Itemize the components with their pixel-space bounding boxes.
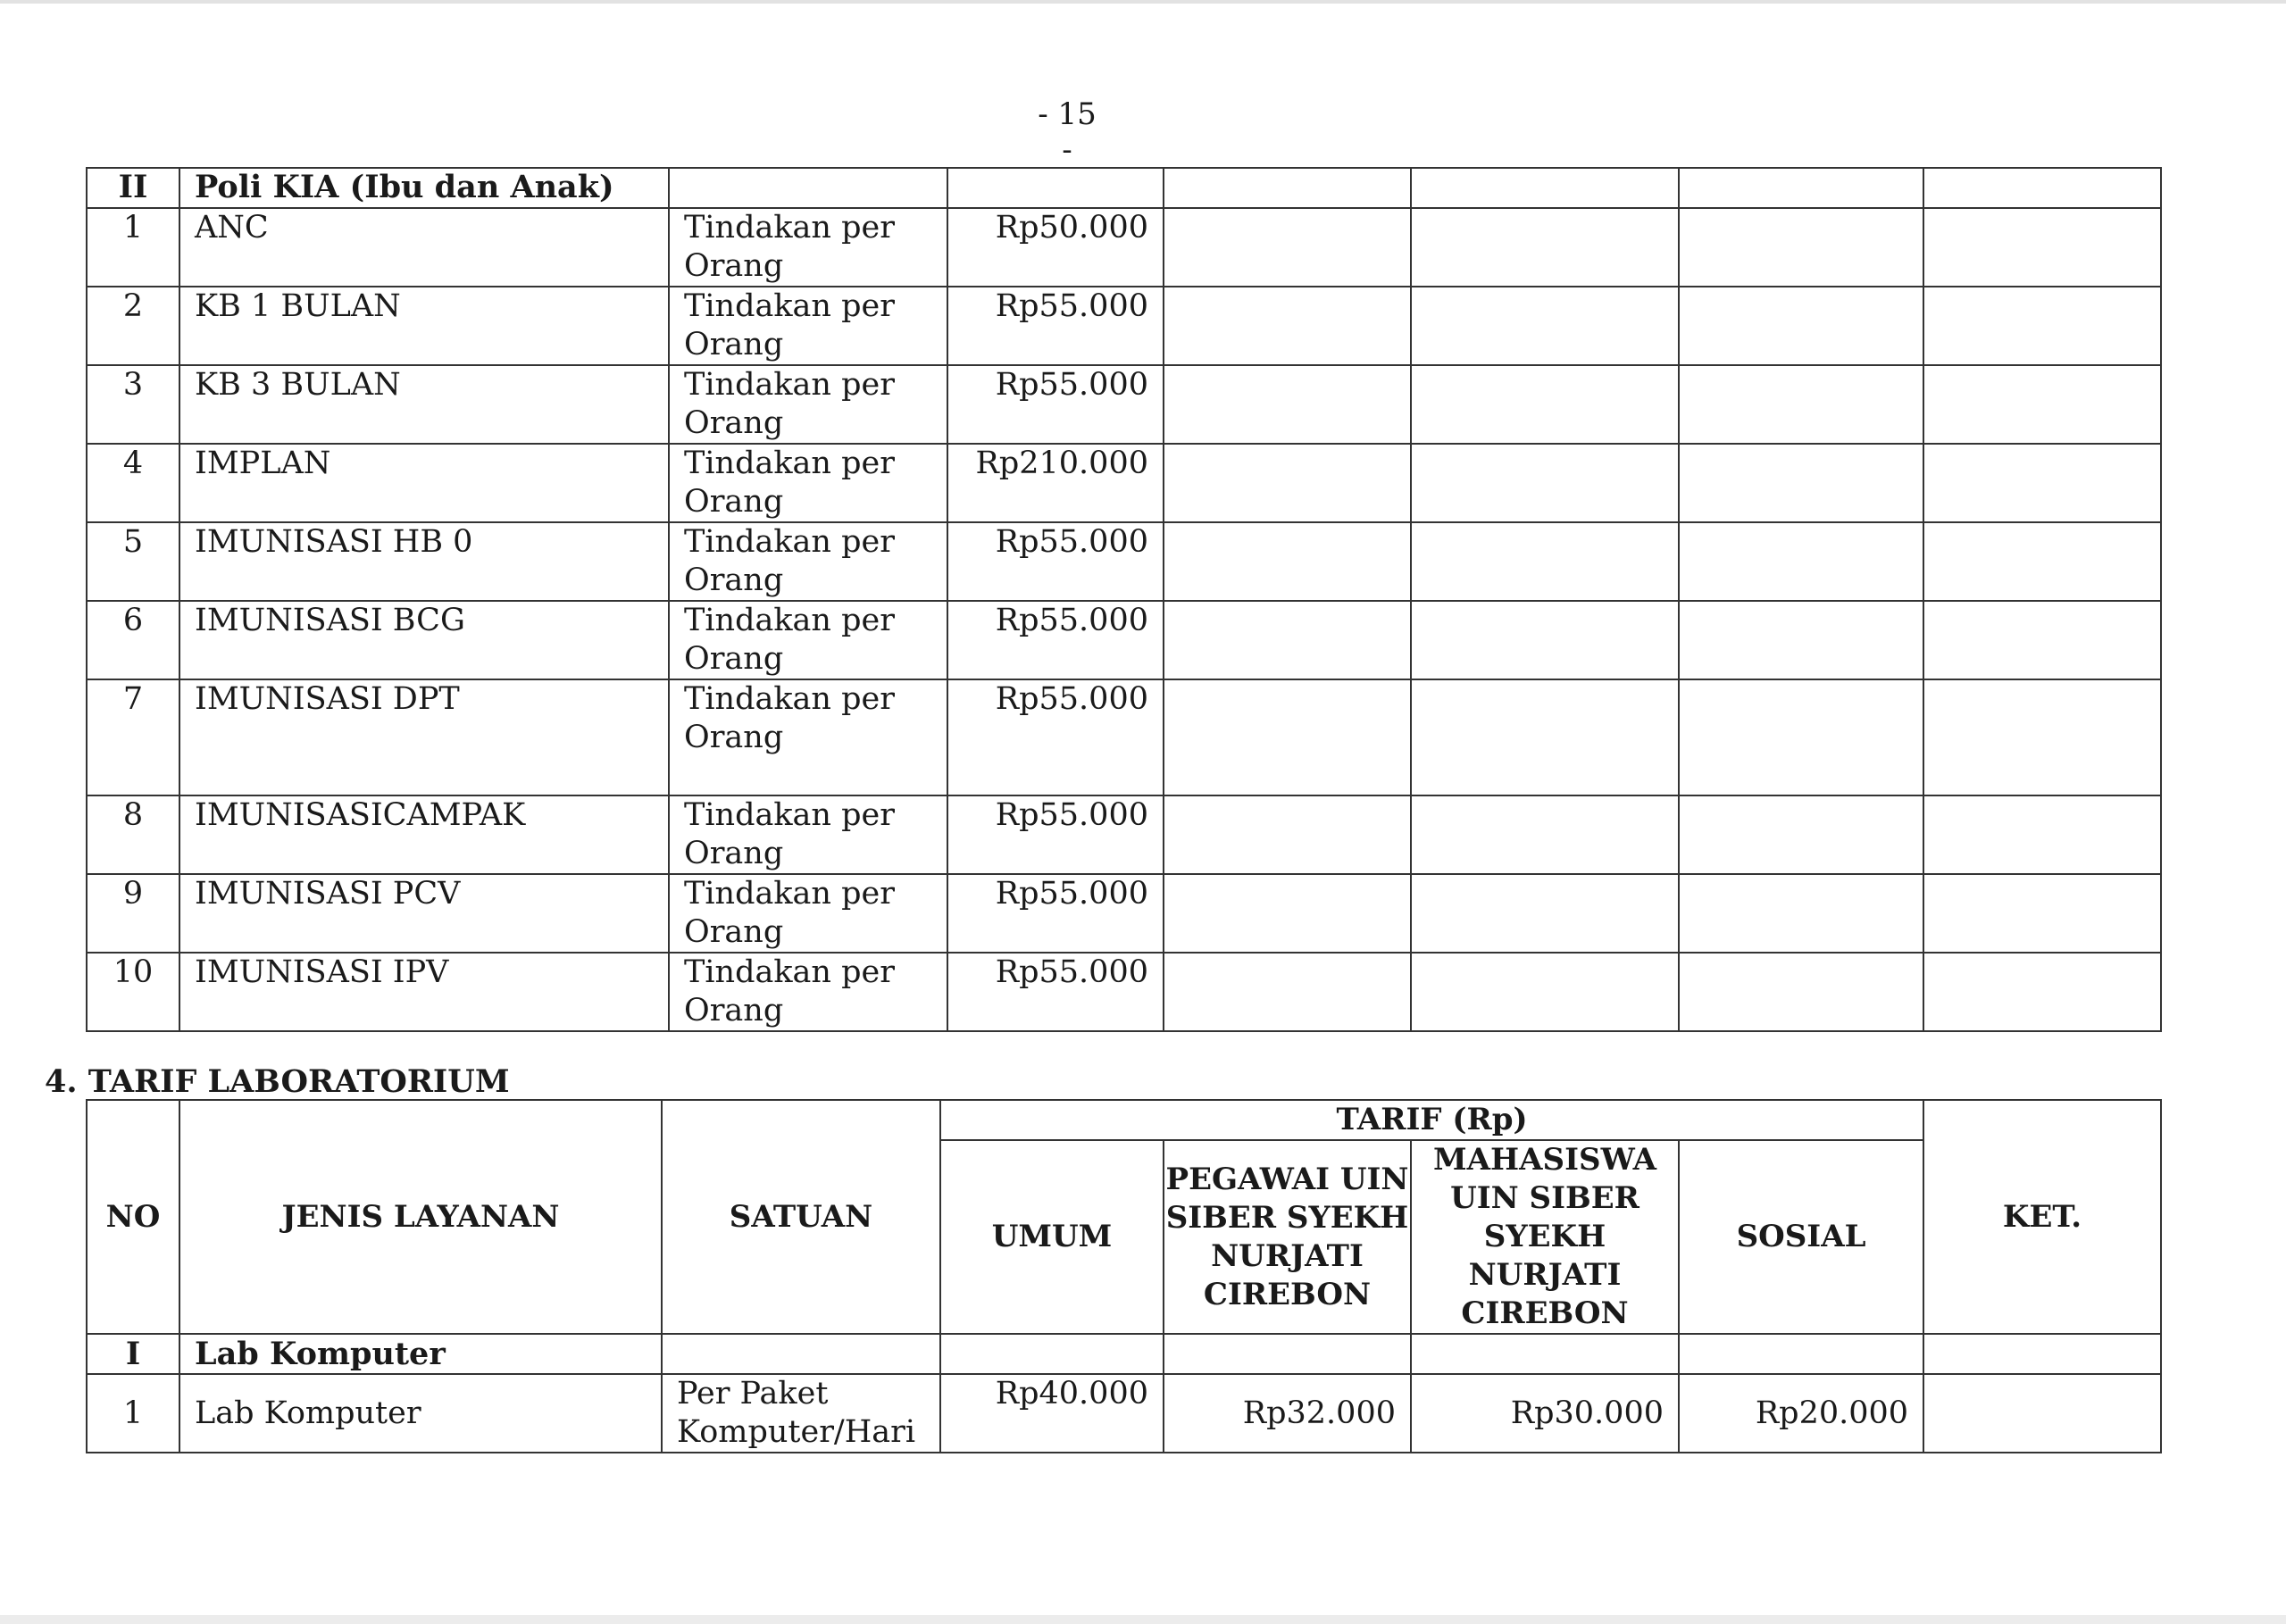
page-number: - 15 - <box>1038 96 1097 168</box>
row-number: 7 <box>87 679 179 795</box>
poli-kia-table <box>86 167 2162 1032</box>
table-row <box>87 522 2161 601</box>
row-number: 1 <box>87 1374 179 1453</box>
unit: Tindakan per Orang <box>669 679 947 795</box>
empty-cell <box>1411 679 1679 795</box>
page-top-edge <box>0 0 2286 4</box>
price-umum: Rp40.000 <box>940 1374 1164 1453</box>
unit: Tindakan per Orang <box>669 795 947 874</box>
table-row <box>87 874 2161 953</box>
price: Rp55.000 <box>947 522 1164 601</box>
empty-cell <box>1679 874 1923 953</box>
unit: Tindakan per Orang <box>669 874 947 953</box>
empty-cell <box>1411 795 1679 874</box>
empty-cell <box>1923 601 2161 679</box>
table-row <box>87 208 2161 287</box>
empty-cell <box>1923 208 2161 287</box>
service-name: IMUNISASI IPV <box>179 953 669 1031</box>
empty-cell <box>1679 287 1923 365</box>
unit: Tindakan per Orang <box>669 287 947 365</box>
row-number: 10 <box>87 953 179 1031</box>
empty-cell <box>1923 365 2161 444</box>
service-name: IMUNISASI HB 0 <box>179 522 669 601</box>
group-roman: I <box>87 1334 179 1374</box>
empty-cell <box>1164 874 1411 953</box>
price-sosial: Rp20.000 <box>1679 1374 1923 1453</box>
empty-cell <box>1923 953 2161 1031</box>
price: Rp55.000 <box>947 874 1164 953</box>
empty-cell <box>1164 365 1411 444</box>
empty-cell <box>1164 601 1411 679</box>
empty-cell <box>1164 522 1411 601</box>
empty-cell <box>1923 795 2161 874</box>
price: Rp55.000 <box>947 953 1164 1031</box>
keterangan <box>1923 1374 2161 1453</box>
empty-cell <box>1923 874 2161 953</box>
price-pegawai: Rp32.000 <box>1164 1374 1411 1453</box>
section-header-row <box>87 168 2161 208</box>
row-number: 8 <box>87 795 179 874</box>
empty-cell <box>1164 679 1411 795</box>
price: Rp55.000 <box>947 287 1164 365</box>
row-number: 2 <box>87 287 179 365</box>
service-name: IMUNISASICAMPAK <box>179 795 669 874</box>
unit: Tindakan per Orang <box>669 522 947 601</box>
empty-cell <box>1164 953 1411 1031</box>
table-row <box>87 1374 2161 1453</box>
group-title: Lab Komputer <box>179 1334 662 1374</box>
empty-cell <box>1923 522 2161 601</box>
unit: Tindakan per Orang <box>669 208 947 287</box>
price: Rp55.000 <box>947 679 1164 795</box>
empty-cell <box>1411 444 1679 522</box>
header-sosial: SOSIAL <box>1679 1140 1923 1334</box>
tarif-laboratorium-table <box>86 1099 2162 1453</box>
table-row <box>87 953 2161 1031</box>
header-umum: UMUM <box>940 1140 1164 1334</box>
section-roman: II <box>87 168 179 208</box>
empty-cell <box>1923 679 2161 795</box>
empty-cell <box>1923 444 2161 522</box>
row-number: 6 <box>87 601 179 679</box>
price: Rp55.000 <box>947 365 1164 444</box>
table-row <box>87 444 2161 522</box>
empty-cell <box>1679 953 1923 1031</box>
table-row <box>87 287 2161 365</box>
empty-cell <box>1411 522 1679 601</box>
service-name: IMUNISASI DPT <box>179 679 669 795</box>
empty-cell <box>1411 365 1679 444</box>
service-name: IMUNISASI PCV <box>179 874 669 953</box>
service-name: IMPLAN <box>179 444 669 522</box>
table-row <box>87 365 2161 444</box>
price: Rp50.000 <box>947 208 1164 287</box>
header-ket: KET. <box>1923 1100 2161 1334</box>
price-mahasiswa: Rp30.000 <box>1411 1374 1679 1453</box>
page-bottom-edge <box>0 1615 2286 1624</box>
service-name: IMUNISASI BCG <box>179 601 669 679</box>
header-mahasiswa: MAHASISWA UIN SIBER SYEKH NURJATI CIREBON <box>1411 1140 1679 1334</box>
empty-cell <box>1923 287 2161 365</box>
service-name: KB 1 BULAN <box>179 287 669 365</box>
row-number: 3 <box>87 365 179 444</box>
empty-cell <box>1411 208 1679 287</box>
empty-cell <box>1679 444 1923 522</box>
empty-cell <box>1164 287 1411 365</box>
service-name: Lab Komputer <box>179 1374 662 1453</box>
row-number: 5 <box>87 522 179 601</box>
price: Rp55.000 <box>947 795 1164 874</box>
header-no: NO <box>87 1100 179 1334</box>
unit: Per Paket Komputer/Hari <box>662 1374 940 1453</box>
group-row <box>87 1334 2161 1374</box>
unit: Tindakan per Orang <box>669 444 947 522</box>
table-row <box>87 601 2161 679</box>
empty-cell <box>1679 795 1923 874</box>
header-pegawai: PEGAWAI UIN SIBER SYEKH NURJATI CIREBON <box>1164 1140 1411 1334</box>
empty-cell <box>1164 795 1411 874</box>
empty-cell <box>1679 365 1923 444</box>
empty-cell <box>1164 208 1411 287</box>
row-number: 1 <box>87 208 179 287</box>
table-row <box>87 795 2161 874</box>
price: Rp55.000 <box>947 601 1164 679</box>
header-tarif: TARIF (Rp) <box>940 1100 1923 1140</box>
empty-cell <box>1411 287 1679 365</box>
header-jenis-layanan: JENIS LAYANAN <box>179 1100 662 1334</box>
empty-cell <box>1679 601 1923 679</box>
section-title-laboratorium: 4. TARIF LABORATORIUM <box>45 1063 510 1100</box>
price: Rp210.000 <box>947 444 1164 522</box>
service-name: ANC <box>179 208 669 287</box>
service-name: KB 3 BULAN <box>179 365 669 444</box>
empty-cell <box>1411 953 1679 1031</box>
section-title: Poli KIA (Ibu dan Anak) <box>179 168 669 208</box>
empty-cell <box>1679 208 1923 287</box>
unit: Tindakan per Orang <box>669 601 947 679</box>
table-row <box>87 679 2161 795</box>
header-satuan: SATUAN <box>662 1100 940 1334</box>
unit: Tindakan per Orang <box>669 953 947 1031</box>
empty-cell <box>1679 522 1923 601</box>
unit: Tindakan per Orang <box>669 365 947 444</box>
empty-cell <box>1411 601 1679 679</box>
row-number: 9 <box>87 874 179 953</box>
row-number: 4 <box>87 444 179 522</box>
empty-cell <box>1679 679 1923 795</box>
empty-cell <box>1164 444 1411 522</box>
empty-cell <box>1411 874 1679 953</box>
